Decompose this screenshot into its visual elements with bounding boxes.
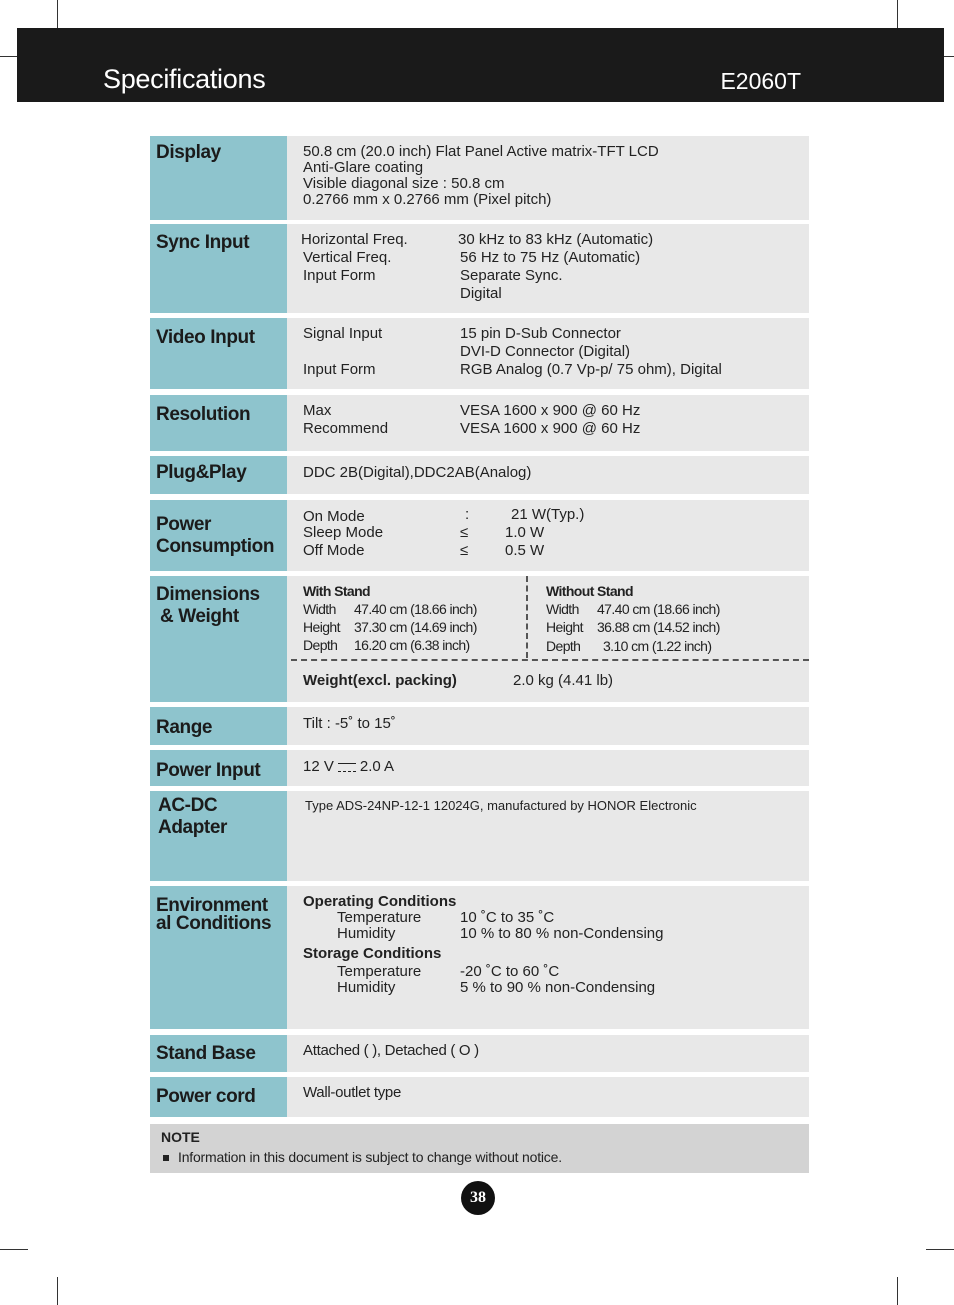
operating-conditions-title: Operating Conditions (303, 893, 457, 910)
spec-label: Dimensions (156, 584, 260, 605)
spec-label: Display (156, 142, 221, 163)
spec-text: Wall-outlet type (303, 1084, 402, 1101)
column-divider (526, 576, 528, 658)
crop-mark (57, 0, 58, 28)
spec-text: Anti-Glare coating (303, 159, 424, 176)
voltage-value: 12 V (303, 758, 334, 775)
spec-text: Digital (460, 285, 502, 302)
spec-label-cell (150, 750, 287, 786)
note-text: Information in this document is subject to change without notice. (178, 1149, 562, 1165)
spec-label: Power (156, 514, 212, 535)
storage-conditions-title: Storage Conditions (303, 945, 442, 962)
spec-symbol: : (465, 506, 470, 523)
row-divider (291, 659, 809, 661)
spec-symbol: ≤ (460, 542, 469, 559)
spec-row-environmental-conditions (150, 886, 809, 1029)
spec-key: Vertical Freq. (303, 249, 392, 266)
dimension-key: Depth (303, 637, 338, 653)
spec-text: Visible diagonal size : 50.8 cm (303, 175, 505, 192)
dimension-value: 36.88 cm (14.52 inch) (597, 619, 720, 635)
spec-row-sync-input (150, 224, 809, 313)
spec-label-cell (150, 395, 287, 451)
spec-label-cell (150, 576, 287, 702)
spec-label: Plug&Play (156, 462, 247, 483)
current-value: 2.0 A (359, 758, 395, 775)
spec-key: Input Form (303, 267, 376, 284)
spec-label: al Conditions (156, 913, 272, 934)
dimension-value: 16.20 cm (6.38 inch) (354, 637, 470, 653)
spec-value-cell (287, 500, 809, 571)
spec-row-plug-and-play (150, 456, 809, 494)
without-stand-title: Without Stand (546, 583, 633, 599)
dc-symbol-icon (338, 763, 356, 772)
spec-label-cell (150, 1035, 287, 1072)
spec-value-cell (287, 576, 809, 702)
spec-label: Consumption (156, 536, 275, 557)
spec-key: Horizontal Freq. (301, 231, 408, 248)
spec-text: DDC 2B(Digital),DDC2AB(Analog) (303, 464, 532, 481)
spec-row-video-input (150, 318, 809, 389)
page-number: 38 (461, 1181, 495, 1215)
spec-label: Sync Input (156, 232, 250, 253)
spec-text: VESA 1600 x 900 @ 60 Hz (460, 420, 641, 437)
spec-value-cell (287, 707, 809, 745)
dimension-key: Height (546, 619, 583, 635)
spec-text: 10 % to 80 % non-Condensing (460, 925, 664, 942)
spec-text: 0.5 W (505, 542, 545, 559)
page-title: Specifications (103, 64, 266, 94)
spec-key: Max (303, 402, 332, 419)
spec-key: Humidity (337, 979, 396, 996)
spec-value-cell (287, 318, 809, 389)
weight-key: Weight(excl. packing) (303, 672, 457, 689)
spec-row-power-consumption (150, 500, 809, 571)
spec-text: 30 kHz to 83 kHz (Automatic) (458, 231, 654, 248)
spec-label: Power Input (156, 760, 261, 781)
crop-mark (57, 1277, 58, 1305)
dimension-value: 3.10 cm (1.22 inch) (603, 638, 712, 654)
spec-value-cell (287, 1035, 809, 1072)
dimension-key: Width (303, 601, 336, 617)
dimension-value: 37.30 cm (14.69 inch) (354, 619, 477, 635)
with-stand-title: With Stand (303, 583, 370, 599)
note-title: NOTE (161, 1129, 200, 1145)
spec-row-resolution (150, 395, 809, 451)
spec-key: Temperature (337, 909, 422, 926)
spec-label: AC-DC Adapter (158, 795, 227, 838)
crop-mark (926, 1249, 954, 1250)
spec-row-range (150, 707, 809, 745)
crop-mark (897, 0, 898, 28)
spec-text: 5 % to 90 % non-Condensing (460, 979, 656, 996)
spec-value-cell (287, 886, 809, 1029)
spec-label: Range (156, 717, 213, 738)
spec-text: Separate Sync. (460, 267, 563, 284)
model-name: E2060T (720, 68, 801, 94)
spec-label-cell (150, 500, 287, 571)
spec-label: & Weight (160, 606, 239, 627)
spec-text: -20 ˚C to 60 ˚C (460, 963, 560, 980)
spec-text: 0.2766 mm x 0.2766 mm (Pixel pitch) (303, 191, 552, 208)
spec-label-cell (150, 136, 287, 220)
spec-label: Resolution (156, 404, 251, 425)
spec-label-cell (150, 1077, 287, 1117)
spec-key: On Mode (303, 508, 365, 525)
spec-label: Power cord (156, 1086, 256, 1107)
spec-key: Signal Input (303, 325, 383, 342)
spec-text: DVI-D Connector (Digital) (460, 343, 631, 360)
bullet-icon (163, 1155, 169, 1161)
spec-row-display (150, 136, 809, 220)
note-box (150, 1124, 809, 1173)
spec-label-cell (150, 224, 287, 313)
page-header (17, 28, 944, 102)
spec-value-cell (287, 750, 809, 786)
spec-value-cell (287, 136, 809, 220)
spec-text: RGB Analog (0.7 Vp-p/ 75 ohm), Digital (460, 361, 722, 378)
spec-value-cell (287, 1077, 809, 1117)
spec-row-power-input (150, 750, 809, 786)
spec-text: VESA 1600 x 900 @ 60 Hz (460, 402, 641, 419)
spec-value-cell (287, 395, 809, 451)
spec-text: 10 ˚C to 35 ˚C (460, 909, 555, 926)
crop-mark (944, 56, 954, 57)
spec-label-cell (150, 886, 287, 1029)
spec-text: 50.8 cm (20.0 inch) Flat Panel Active matrix-TFT LCD (303, 143, 659, 160)
spec-row-ac-dc-adapter (150, 791, 809, 881)
spec-label-cell (150, 707, 287, 745)
spec-text: 21 W(Typ.) (511, 506, 585, 523)
spec-row-stand-base (150, 1035, 809, 1072)
weight-value: 2.0 kg (4.41 lb) (513, 672, 614, 689)
spec-text: Type ADS-24NP-12-1 12024G, manufactured by HONOR Electronic (305, 798, 697, 813)
spec-value-cell (287, 224, 809, 313)
spec-text (303, 759, 394, 775)
spec-value-cell (287, 456, 809, 494)
crop-mark (0, 56, 17, 57)
spec-row-dimensions-weight (150, 576, 809, 702)
dimension-key: Depth (546, 638, 581, 654)
spec-key: Off Mode (303, 542, 365, 559)
spec-symbol: ≤ (460, 524, 469, 541)
crop-mark (897, 1277, 898, 1305)
dimension-value: 47.40 cm (18.66 inch) (597, 601, 720, 617)
spec-text: 1.0 W (505, 524, 545, 541)
spec-value-cell (287, 791, 809, 881)
dimension-key: Width (546, 601, 579, 617)
spec-label: Stand Base (156, 1043, 256, 1064)
dimension-key: Height (303, 619, 340, 635)
spec-key: Recommend (303, 420, 389, 437)
spec-label: Video Input (156, 327, 255, 348)
spec-key: Input Form (303, 361, 376, 378)
spec-text: Tilt : -5˚ to 15˚ (303, 715, 396, 732)
spec-label-cell (150, 318, 287, 389)
spec-label-cell (150, 456, 287, 494)
spec-text: 15 pin D-Sub Connector (460, 325, 621, 342)
dimension-value: 47.40 cm (18.66 inch) (354, 601, 477, 617)
crop-mark (0, 1249, 28, 1250)
spec-text: Attached ( ), Detached ( O ) (303, 1042, 479, 1059)
spec-key: Humidity (337, 925, 396, 942)
spec-label: Environment (156, 895, 268, 916)
spec-text: 56 Hz to 75 Hz (Automatic) (460, 249, 641, 266)
spec-key: Temperature (337, 963, 422, 980)
spec-row-power-cord (150, 1077, 809, 1117)
spec-label-cell (150, 791, 287, 881)
spec-key: Sleep Mode (303, 524, 384, 541)
